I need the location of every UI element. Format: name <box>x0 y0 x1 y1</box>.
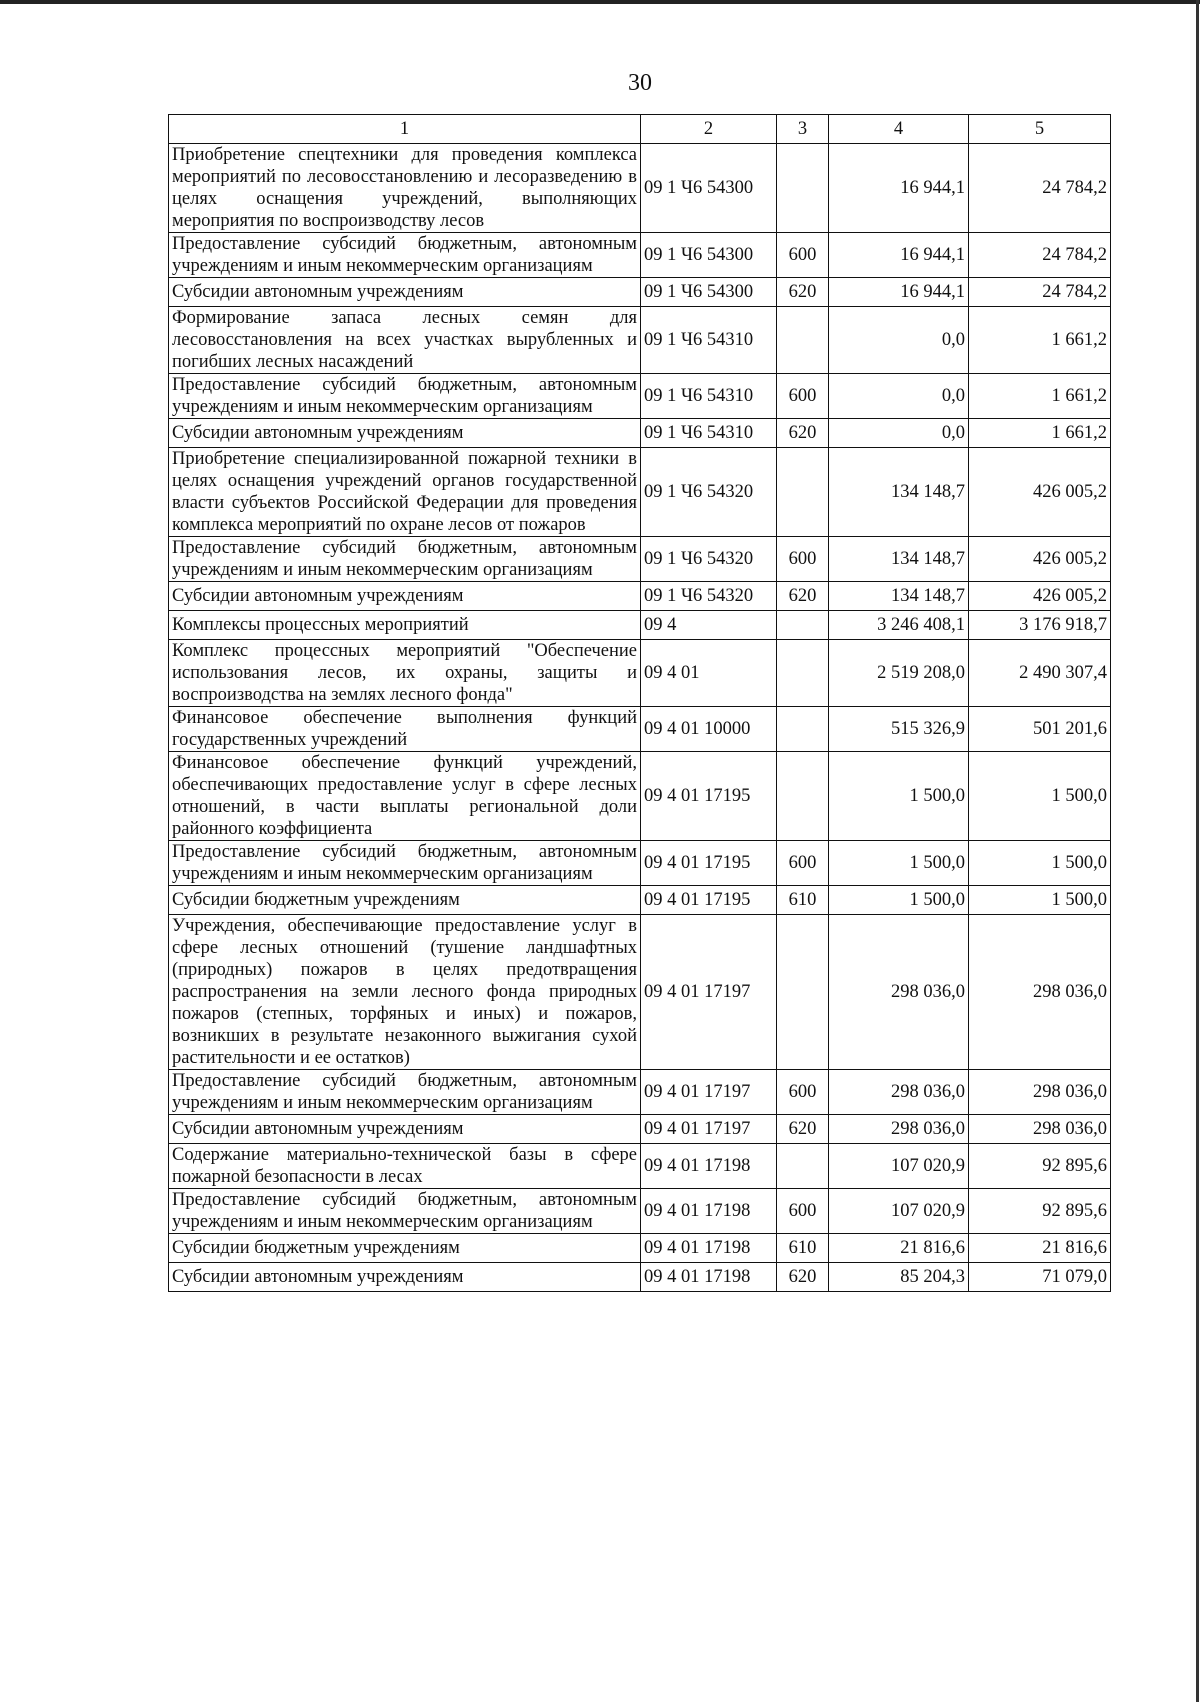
row-code-cell: 09 1 Ч6 54300 <box>641 144 777 233</box>
row-expense-type-cell <box>777 707 829 752</box>
row-expense-type-cell: 600 <box>777 1070 829 1115</box>
row-amount-year2-cell: 426 005,2 <box>969 537 1111 582</box>
header-col-4: 4 <box>829 115 969 144</box>
row-code-cell: 09 1 Ч6 54320 <box>641 448 777 537</box>
row-name-cell: Предоставление субсидий бюджетным, автономным учреждениям и иным некоммерческим организациям <box>169 374 641 419</box>
page-right-border <box>1196 0 1199 1702</box>
row-amount-year2-cell: 92 895,6 <box>969 1189 1111 1234</box>
row-expense-type-cell <box>777 640 829 707</box>
row-code-cell: 09 1 Ч6 54310 <box>641 374 777 419</box>
row-amount-year1-cell: 21 816,6 <box>829 1234 969 1263</box>
row-name-cell: Комплекс процессных мероприятий "Обеспечение использования лесов, их охраны, защиты и воспроизводства на землях лесного фонда" <box>169 640 641 707</box>
row-expense-type-cell <box>777 915 829 1070</box>
row-amount-year2-cell: 1 661,2 <box>969 419 1111 448</box>
row-name-cell: Субсидии автономным учреждениям <box>169 582 641 611</box>
table-row <box>169 1115 1111 1144</box>
row-amount-year1-cell: 0,0 <box>829 374 969 419</box>
row-name-cell: Субсидии автономным учреждениям <box>169 1263 641 1292</box>
row-expense-type-cell <box>777 611 829 640</box>
row-name-cell: Финансовое обеспечение выполнения функций государственных учреждений <box>169 707 641 752</box>
row-amount-year1-cell: 85 204,3 <box>829 1263 969 1292</box>
row-code-cell: 09 4 01 17198 <box>641 1263 777 1292</box>
row-amount-year1-cell: 134 148,7 <box>829 448 969 537</box>
row-amount-year1-cell: 0,0 <box>829 419 969 448</box>
row-name-cell: Комплексы процессных мероприятий <box>169 611 641 640</box>
table-row <box>169 233 1111 278</box>
row-expense-type-cell: 600 <box>777 537 829 582</box>
row-code-cell: 09 4 01 17195 <box>641 841 777 886</box>
table-row <box>169 886 1111 915</box>
row-expense-type-cell: 610 <box>777 886 829 915</box>
row-amount-year2-cell: 501 201,6 <box>969 707 1111 752</box>
table-row <box>169 841 1111 886</box>
row-name-cell: Приобретение специализированной пожарной техники в целях оснащения учреждений органов государственной власти субъектов Российской Федерации для проведения комплекса мероприятий по охране лесов от пожаров <box>169 448 641 537</box>
row-name-cell: Учреждения, обеспечивающие предоставление услуг в сфере лесных отношений (тушение ландшафтных (природных) пожаров в целях предотвращения распространения на земли лесного фонда природных пожаров (степных, торфяных и иных) и пожаров, возникших в результате незаконного выжигания сухой растительности и ее остатков) <box>169 915 641 1070</box>
row-code-cell: 09 1 Ч6 54310 <box>641 419 777 448</box>
row-name-cell: Субсидии бюджетным учреждениям <box>169 886 641 915</box>
row-amount-year2-cell: 298 036,0 <box>969 1070 1111 1115</box>
row-name-cell: Предоставление субсидий бюджетным, автономным учреждениям и иным некоммерческим организациям <box>169 1189 641 1234</box>
row-expense-type-cell <box>777 1144 829 1189</box>
row-amount-year2-cell: 426 005,2 <box>969 448 1111 537</box>
table-row <box>169 582 1111 611</box>
row-code-cell: 09 4 01 17197 <box>641 1115 777 1144</box>
row-name-cell: Субсидии автономным учреждениям <box>169 419 641 448</box>
row-name-cell: Предоставление субсидий бюджетным, автономным учреждениям и иным некоммерческим организациям <box>169 1070 641 1115</box>
row-amount-year2-cell: 24 784,2 <box>969 278 1111 307</box>
row-amount-year1-cell: 298 036,0 <box>829 915 969 1070</box>
row-expense-type-cell <box>777 448 829 537</box>
row-expense-type-cell <box>777 752 829 841</box>
table-row <box>169 707 1111 752</box>
table-row <box>169 374 1111 419</box>
row-amount-year2-cell: 1 500,0 <box>969 841 1111 886</box>
row-code-cell: 09 1 Ч6 54320 <box>641 582 777 611</box>
table-row <box>169 307 1111 374</box>
row-expense-type-cell: 600 <box>777 233 829 278</box>
row-amount-year1-cell: 107 020,9 <box>829 1189 969 1234</box>
row-amount-year1-cell: 298 036,0 <box>829 1115 969 1144</box>
row-expense-type-cell: 600 <box>777 841 829 886</box>
row-amount-year1-cell: 1 500,0 <box>829 841 969 886</box>
row-name-cell: Содержание материально-технической базы в сфере пожарной безопасности в лесах <box>169 1144 641 1189</box>
row-code-cell: 09 4 01 17195 <box>641 886 777 915</box>
row-amount-year2-cell: 71 079,0 <box>969 1263 1111 1292</box>
row-code-cell: 09 1 Ч6 54320 <box>641 537 777 582</box>
row-code-cell: 09 4 <box>641 611 777 640</box>
row-expense-type-cell <box>777 144 829 233</box>
table-row <box>169 278 1111 307</box>
row-amount-year2-cell: 298 036,0 <box>969 915 1111 1070</box>
row-expense-type-cell: 620 <box>777 1115 829 1144</box>
row-amount-year1-cell: 16 944,1 <box>829 278 969 307</box>
row-code-cell: 09 1 Ч6 54300 <box>641 233 777 278</box>
header-col-1: 1 <box>169 115 641 144</box>
row-expense-type-cell: 600 <box>777 374 829 419</box>
row-amount-year2-cell: 1 500,0 <box>969 752 1111 841</box>
table-row <box>169 1263 1111 1292</box>
row-amount-year1-cell: 134 148,7 <box>829 582 969 611</box>
row-amount-year1-cell: 1 500,0 <box>829 886 969 915</box>
row-amount-year2-cell: 426 005,2 <box>969 582 1111 611</box>
row-expense-type-cell <box>777 307 829 374</box>
row-amount-year1-cell: 1 500,0 <box>829 752 969 841</box>
row-amount-year2-cell: 298 036,0 <box>969 1115 1111 1144</box>
table-row <box>169 915 1111 1070</box>
table-row <box>169 537 1111 582</box>
page-number: 30 <box>628 70 652 96</box>
row-expense-type-cell: 620 <box>777 582 829 611</box>
table-row <box>169 752 1111 841</box>
row-expense-type-cell: 620 <box>777 278 829 307</box>
row-name-cell: Предоставление субсидий бюджетным, автономным учреждениям и иным некоммерческим организациям <box>169 537 641 582</box>
row-amount-year1-cell: 16 944,1 <box>829 233 969 278</box>
row-code-cell: 09 4 01 17197 <box>641 915 777 1070</box>
header-row <box>169 115 1111 144</box>
row-code-cell: 09 4 01 10000 <box>641 707 777 752</box>
row-amount-year2-cell: 1 661,2 <box>969 307 1111 374</box>
row-code-cell: 09 4 01 17198 <box>641 1234 777 1263</box>
table-body <box>169 144 1111 1292</box>
budget-table <box>168 114 1111 1292</box>
table-row <box>169 1144 1111 1189</box>
table-header <box>169 115 1111 144</box>
row-name-cell: Приобретение спецтехники для проведения комплекса мероприятий по лесовосстановлению и лесоразведению в целях оснащения учреждений, выполняющих мероприятия по воспроизводству лесов <box>169 144 641 233</box>
row-amount-year1-cell: 2 519 208,0 <box>829 640 969 707</box>
table-row <box>169 448 1111 537</box>
row-amount-year1-cell: 298 036,0 <box>829 1070 969 1115</box>
header-col-5: 5 <box>969 115 1111 144</box>
row-amount-year2-cell: 24 784,2 <box>969 233 1111 278</box>
row-amount-year1-cell: 3 246 408,1 <box>829 611 969 640</box>
row-code-cell: 09 1 Ч6 54300 <box>641 278 777 307</box>
row-code-cell: 09 4 01 <box>641 640 777 707</box>
row-expense-type-cell: 610 <box>777 1234 829 1263</box>
row-code-cell: 09 4 01 17195 <box>641 752 777 841</box>
table-row <box>169 640 1111 707</box>
row-name-cell: Предоставление субсидий бюджетным, автономным учреждениям и иным некоммерческим организациям <box>169 233 641 278</box>
row-amount-year2-cell: 2 490 307,4 <box>969 640 1111 707</box>
row-name-cell: Предоставление субсидий бюджетным, автономным учреждениям и иным некоммерческим организациям <box>169 841 641 886</box>
row-code-cell: 09 4 01 17198 <box>641 1144 777 1189</box>
row-amount-year2-cell: 1 661,2 <box>969 374 1111 419</box>
row-code-cell: 09 1 Ч6 54310 <box>641 307 777 374</box>
row-expense-type-cell: 620 <box>777 419 829 448</box>
table-row <box>169 1189 1111 1234</box>
row-name-cell: Субсидии автономным учреждениям <box>169 278 641 307</box>
row-name-cell: Субсидии автономным учреждениям <box>169 1115 641 1144</box>
table-row <box>169 1234 1111 1263</box>
row-name-cell: Финансовое обеспечение функций учреждений, обеспечивающих предоставление услуг в сфере лесных отношений, в части выплаты региональной доли районного коэффициента <box>169 752 641 841</box>
row-code-cell: 09 4 01 17197 <box>641 1070 777 1115</box>
table-row <box>169 611 1111 640</box>
row-name-cell: Формирование запаса лесных семян для лесовосстановления на всех участках вырубленных и погибших лесных насаждений <box>169 307 641 374</box>
row-amount-year2-cell: 21 816,6 <box>969 1234 1111 1263</box>
row-amount-year2-cell: 3 176 918,7 <box>969 611 1111 640</box>
row-amount-year1-cell: 16 944,1 <box>829 144 969 233</box>
table-row <box>169 1070 1111 1115</box>
table-row <box>169 419 1111 448</box>
row-amount-year2-cell: 92 895,6 <box>969 1144 1111 1189</box>
row-name-cell: Субсидии бюджетным учреждениям <box>169 1234 641 1263</box>
page-top-border <box>0 0 1200 4</box>
header-col-3: 3 <box>777 115 829 144</box>
row-amount-year1-cell: 134 148,7 <box>829 537 969 582</box>
row-amount-year1-cell: 0,0 <box>829 307 969 374</box>
row-amount-year1-cell: 107 020,9 <box>829 1144 969 1189</box>
row-amount-year1-cell: 515 326,9 <box>829 707 969 752</box>
header-col-2: 2 <box>641 115 777 144</box>
row-expense-type-cell: 620 <box>777 1263 829 1292</box>
row-expense-type-cell: 600 <box>777 1189 829 1234</box>
row-code-cell: 09 4 01 17198 <box>641 1189 777 1234</box>
row-amount-year2-cell: 24 784,2 <box>969 144 1111 233</box>
row-amount-year2-cell: 1 500,0 <box>969 886 1111 915</box>
table-row <box>169 144 1111 233</box>
